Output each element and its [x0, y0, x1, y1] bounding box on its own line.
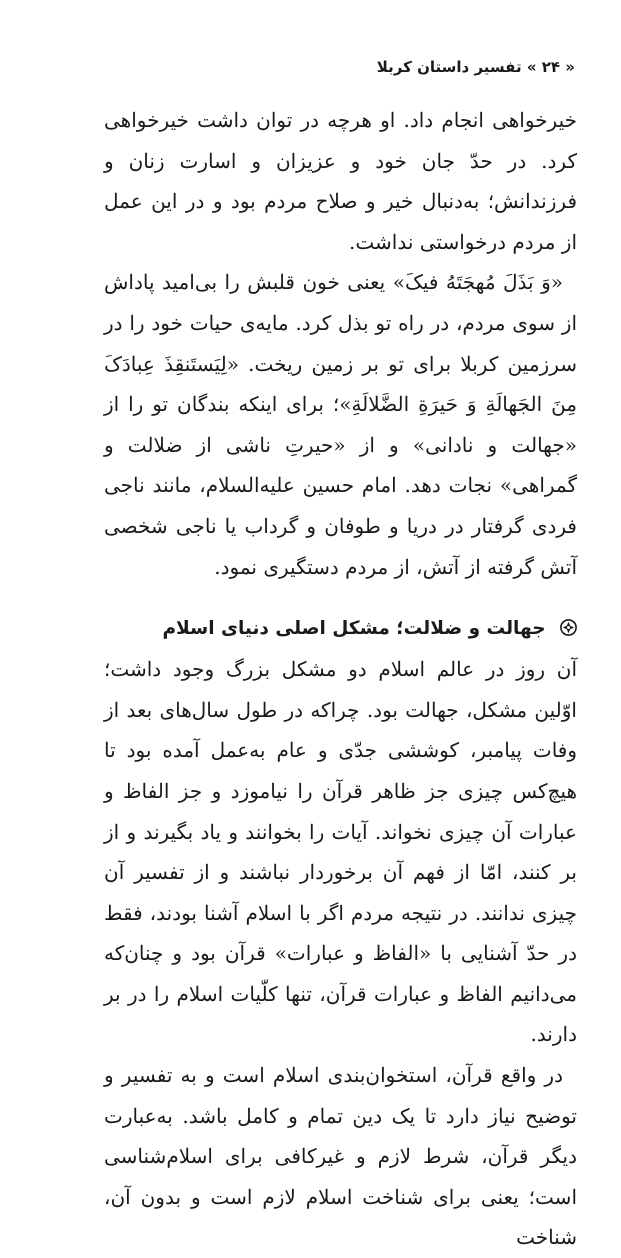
- book-title: تفسیر داستان کربلا: [376, 58, 522, 76]
- body-text: [104, 100, 577, 1258]
- paragraph-3: آن روز در عالم اسلام دو مشکل بزرگ وجود داشت؛ اوّلین مشکل، جهالت بود. چراکه در طول سال‌های بعد از وفات پیامبر، کوششی جدّی و عام به‌عمل آمده بود تا هیچ‌کس چیزی جز ظاهر قرآن را نیاموزد و جز الفاظ و عبارات آن چیزی نخواند. آیات را بخوانند و یاد بگیرند و از بر کنند، امّا از فهم آن برخوردار نباشند و از تفسیر آن چیزی ندانند. در نتیجه مردم اگر با اسلام آشنا بودند، فقط در حدّ آشنایی با «الفاظ و عبارات» قرآن بود و چنان‌که می‌دانیم الفاظ و عبارات قرآن، تنها کلّیات اسلام را در بر دارند.: [104, 657, 577, 1047]
- paragraph-2: «وَ بَذَلَ مُهجَتَهُ فیکَ» یعنی خون قلبش را بی‌امید پاداش از سوی مردم، در راه تو بذل کرد. مایه‌ی حیات خود را در سرزمین کربلا برای تو بر زمین ریخت. «لِیَستَنقِذَ عِبادَکَ مِنَ الجَهالَةِ وَ حَیرَةِ الضَّلالَةِ»؛ برای اینکه بندگان تو را از «جهالت و نادانی» و از «حیرتِ ناشی از ضلالت و گمراهی» نجات دهد. امام حسین علیه‌السلام، مانند ناجی فردی گرفتار در دریا و طوفان و گرداب یا ناجی شخصی آتش گرفته از آتش، از مردم دستگیری نمود.: [104, 270, 577, 579]
- page-number: « ۲۴ »: [526, 58, 575, 76]
- ornament-bullet-icon: [560, 619, 577, 636]
- section-title-text: جهالت و ضلالت؛ مشکل اصلی دنیای اسلام: [162, 618, 546, 640]
- section-spacer: [104, 587, 577, 609]
- paragraph-4: در واقع قرآن، استخوان‌بندی اسلام است و به تفسیر و توضیح نیاز دارد تا یک دین تمام و کامل باشد. به‌عبارت دیگر قرآن، شرط لازم و غیرکافی برای اسلام‌شناسی است؛ یعنی برای شناخت اسلام لازم است و بدون آن، شناخت: [104, 1063, 577, 1250]
- running-header: [369, 58, 575, 76]
- paragraph-1: خیرخواهی انجام داد. او هرچه در توان داشت خیرخواهی کرد. در حدّ جان خود و عزیزان و اسارت زنان و فرزندانش؛ به‌دنبال خیر و صلاح مردم بود و در این عمل از مردم درخواستی نداشت.: [104, 108, 577, 254]
- section-heading: [104, 609, 577, 649]
